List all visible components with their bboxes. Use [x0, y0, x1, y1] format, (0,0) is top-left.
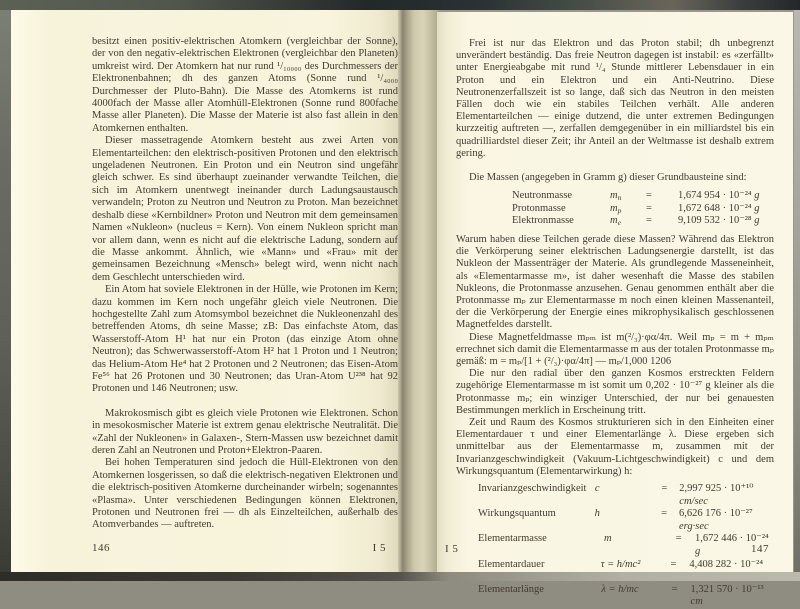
constant-value: 1,672 446 · 10⁻²⁴ g [695, 533, 769, 558]
equals-sign: = [646, 202, 652, 214]
section-mark: I 5 [445, 543, 459, 555]
mass-table [512, 190, 774, 228]
mass-value: 1,672 648 · 10⁻²⁴ g [678, 202, 760, 214]
left-page [10, 9, 400, 573]
paragraph: Frei ist nur das Elektron und das Proton stabil; dh unbegrenzt unverändert beständig. Das freie Neutron dagegen ist instabil: es «zerfällt» unter Energieabgabe mit rund ¹/₄ Stunde mittlerer Lebensdauer in ein Proton und ein Elektron und ein Anti-Neutrino. Diese Neutronenzerfallszeit ist so lange, daß sich das Neutron in den meisten Fällen doch wie ein stabiles Teilchen verhält. Alle anderen Elementarteilchen — einige dutzend, die unter extremen Bedingungen kurzzeitig auftreten —, zerfallen demgegenüber in ein milliardstel bis ein quadrilliardstel dieser Zeit; ihr Anteil an der Weltmasse ist deshalb extrem gering. [456, 38, 774, 159]
constant-symbol: m [603, 533, 612, 545]
equals-sign: = [670, 558, 677, 570]
paragraph: besitzt einen positiv-elektrischen Atomkern (vergleichbar der Sonne), der von den negativ-elektrischen Elektronen (vergleichbar den Planeten) umkreist wird. Der Atomkern hat nur rund ¹/₁₀₀₀₀ des Durchmessers der Elektronenbahnen; dh des ganzen Atoms (Sonne rund ¹/₄₀₀₀ Durchmesser der Pluto-Bahn). Die Masse des Atomkerns ist rund 4000fach der Masse aller Atomhüll-Elektronen (Sonne rund 800fache Masse aller Planeten). Die Masse der Materie ist also fast allein in den Atomkernen enthalten. [92, 36, 398, 134]
table-row [512, 215, 774, 228]
mass-symbol: $m_e$ [610, 215, 621, 228]
section-mark: I 5 [372, 542, 386, 554]
equals-sign: = [661, 483, 668, 495]
table-row [512, 190, 774, 203]
table-row [512, 203, 774, 216]
paragraph: Warum haben diese Teilchen gerade diese Massen? Während das Elektron die Verkörperung seiner elektrischen Ladungsenergie darstellt, ist das Nukleon der Massenträger der Materie. Als grundlegende Masseneinheit, als «Elementarmasse m», ist daher wesenhaft die Masse des stabilen Nukleons, die Protonmasse anzusehen. Genau genommen enthält aber die Protonmasse mₚ zur Elementarmasse m noch einen kleinen Massenanteil, der die Verkörperung der Energie eines mikrophysikalisch geschlossenen Magnetfeldes darstellt. [456, 234, 774, 331]
equals-sign: = [675, 533, 682, 545]
table-row [478, 483, 774, 508]
scan-edge-left [0, 0, 11, 581]
table-row [478, 508, 774, 533]
mass-label: Protonmasse [512, 202, 566, 214]
equals-sign: = [671, 583, 678, 595]
scan-edge-right [794, 0, 800, 581]
constant-value: 2,997 925 · 10⁺¹⁰ cm/sec [679, 483, 754, 507]
constant-value: 4,408 282 · 10⁻²⁴ [689, 558, 763, 570]
mass-value: 1,674 954 · 10⁻²⁴ g [678, 190, 760, 202]
left-page-text [92, 36, 398, 532]
paragraph: Dieser massetragende Atomkern besteht aus zwei Arten von Elementarteilchen: den elektrisch-positiven Protonen und den elektrisch ungeladenen Neutronen. Ein Proton und ein Neutron sind ungefähr gleich schwer. Es sind überhaupt zueinander verwandte Teilchen, die sich im Atomkern unentwegt ineinander durch Ladungsaustausch verwandeln; Proton zu Neutron und Neutron zu Proton. Man bezeichnet deshalb diese «Kernbildner» Proton und Neutron mit dem gemeinsamen Namen «Nukleon» (nucleus = Kern). Von einem Nukleon spricht man vor allem dann, wenn es nicht auf die elektrische Ladung, sondern auf die Masse ankommt. Ähnlich, wie «Mann» und «Frau» mit der gemeinsamen Bezeichnung «Mensch» belegt wird, wenn nicht nach dem Geschlecht unterschieden wird. [92, 135, 398, 283]
left-page-footer [92, 542, 386, 554]
mass-symbol: $m_p$ [610, 202, 622, 215]
mass-symbol: $m_n$ [610, 190, 622, 203]
page-number: 146 [92, 542, 110, 554]
equals-sign: = [646, 190, 652, 202]
constant-label: Elementardauer [478, 558, 545, 570]
paragraph: Makrokosmisch gibt es gleich viele Protonen wie Elektronen. Schon in mesokosmischer Materie ist extrem genau elektrische Neutralität. Die «Zahl der Nukleonen» in Galaxen-, Stern-Massen usw bezeichnet damit deren Zahl an Neutronen und Proton+Elektron-Paaren. [92, 407, 398, 456]
mass-label: Elektronmasse [512, 215, 574, 227]
paragraph: Ein Atom hat soviele Elektronen in der Hülle, wie Protonen im Kern; dazu kommen im Kern noch ungefähr gleich viele Neutronen. Die hochgestellte Zahl zum Atomsymbol bezeichnet die Nukleonenzahl des betreffenden Atoms, dh seine Masse; zB: Das einfachste Atom, das Wasserstoff-Atom H¹ hat nur ein Proton (das einzige Atom ohne Neutron); das Schwerwasserstoff-Atom H² hat 1 Proton und 1 Neutron; das Helium-Atom He⁴ hat 2 Protonen und 2 Neutronen; das Eisen-Atom Fe⁵⁶ hat 26 Protonen und 30 Neutronen; das Uran-Atom U²³⁸ hat 92 Protonen und 146 Neutronen; usw. [92, 284, 398, 395]
paragraph: Die Massen (angegeben in Gramm g) dieser Grundbausteine sind: [469, 172, 747, 184]
right-page-footer [445, 543, 769, 555]
paragraph: Zeit und Raum des Kosmos strukturieren sich in den Einheiten einer Elementardauer τ und einer Elementarlänge λ. Diese ergeben sich unmittelbar aus der Elementarmasse m, zusammen mit der Invarianzgeschwindigkeit (Vakuum-Lichtgeschwindigkeit) c und dem Wirkungsquantum (Elementarwirkung) h: [456, 417, 774, 477]
page-number: 147 [751, 543, 769, 555]
constant-label: Elementarlänge [478, 583, 544, 595]
constant-value: 6,626 176 · 10⁻²⁷ erg·sec [679, 508, 753, 532]
right-page [437, 12, 793, 608]
constant-symbol: c [594, 483, 600, 495]
constant-symbol: h [594, 508, 600, 520]
constant-label: Elementarmasse [478, 533, 547, 545]
mass-value: 9,109 532 · 10⁻²⁸ g [678, 215, 760, 227]
constant-label: Wirkungsquantum [478, 508, 556, 520]
paragraph: Diese Magnetfeldmasse mₚₘ ist m(²/₃)·φα/4π. Weil mₚ = m + mₚₘ errechnet sich damit die Elementarmasse m aus der totalen Protonmasse mₚ gemäß: m = mₚ/[1 + (²/₃)·φα/4π] — mₚ/1,000 1206 [456, 331, 774, 368]
scan-edge-top [0, 0, 800, 10]
equals-sign: = [661, 508, 667, 520]
constant-symbol: λ = h/mc [601, 583, 639, 595]
book-gutter-shadow [398, 9, 438, 575]
paragraph: Die nur den radial über den ganzen Kosmos erstreckten Feldern zugehörige Elementarmasse m ist somit um 0,202 · 10⁻²⁷ g kleiner als die Protonmasse mₚ; ein winziger Unterschied, der nur bei genauesten Bestimmungen merklich in Erscheinung tritt. [456, 368, 774, 416]
equals-sign: = [646, 215, 652, 227]
constant-symbol: τ = h/mc² [600, 558, 641, 570]
scan-edge-bottom [0, 572, 800, 581]
mass-label: Neutronmasse [512, 190, 573, 202]
right-page-text [456, 38, 774, 609]
table-row [478, 584, 774, 609]
paragraph: Bei hohen Temperaturen sind jedoch die Hüll-Elektronen von den Atomkernen losgerissen, so daß die elektrisch-negativen Elektronen und die elektrisch-positiven Atomkerne durcheinander wirbeln; sogenanntes «Plasma». Unter verschiedenen Bedingungen können Elektronen, Protonen und Neutronen frei — dh als Einzelteilchen, außerhalb des Atomverbandes — auftreten. [92, 457, 398, 531]
constant-label: Invarianzgeschwindigkeit [478, 483, 587, 495]
constant-value: 1,321 570 · 10⁻¹³ cm [690, 583, 764, 608]
